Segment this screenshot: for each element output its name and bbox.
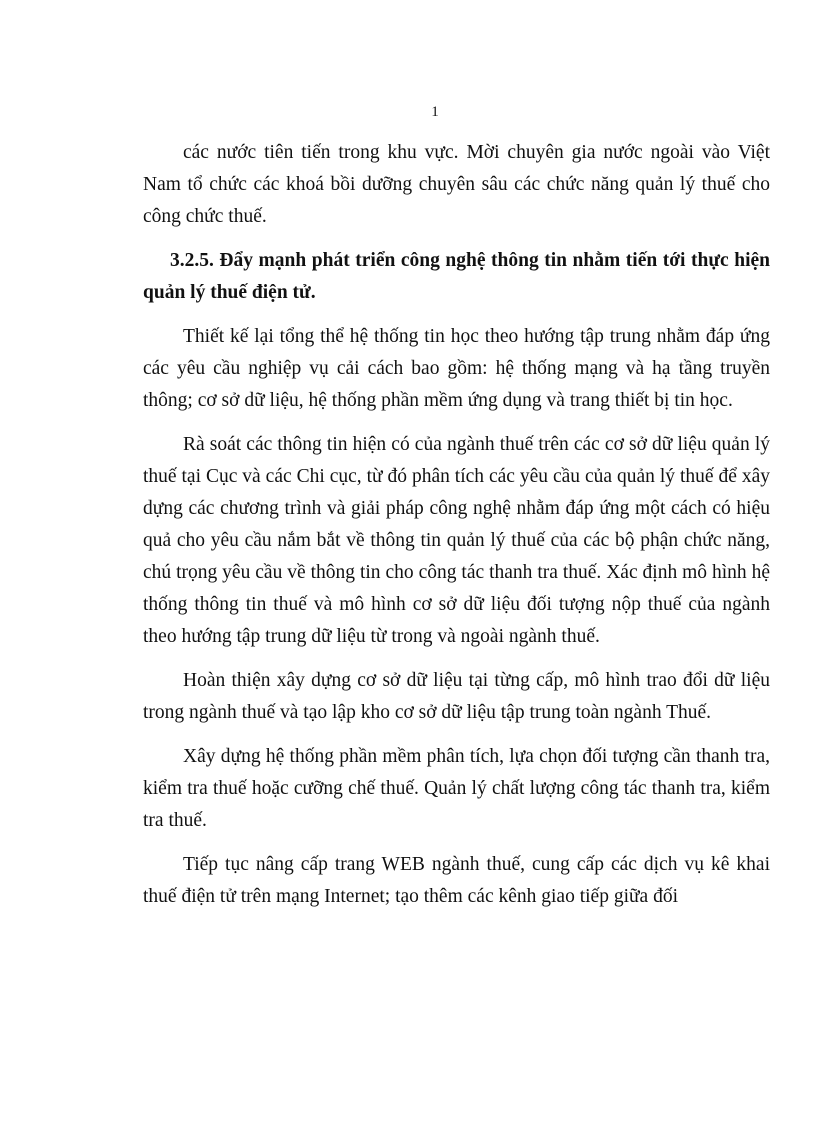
paragraph: Hoàn thiện xây dựng cơ sở dữ liệu tại từng cấp, mô hình trao đổi dữ liệu trong ngành thuế và tạo lập kho cơ sở dữ liệu tập trung toàn ngành Thuế.	[143, 670, 770, 723]
paragraph: Xây dựng hệ thống phần mềm phân tích, lựa chọn đối tượng cần thanh tra, kiểm tra thuế hoặc cưỡng chế thuế. Quản lý chất lượng công tác thanh tra, kiểm tra thuế.	[143, 746, 770, 831]
paragraph: Thiết kế lại tổng thể hệ thống tin học theo hướng tập trung nhằm đáp ứng các yêu cầu nghiệp vụ cải cách bao gồm: hệ thống mạng và hạ tầng truyền thông; cơ sở dữ liệu, hệ thống phần mềm ứng dụng và trang thiết bị tin học.	[143, 326, 770, 411]
paragraph: Rà soát các thông tin hiện có của ngành thuế trên các cơ sở dữ liệu quản lý thuế tại Cục và các Chi cục, từ đó phân tích các yêu cầu của quản lý thuế để xây dựng các chương trình và giải pháp công nghệ nhằm đáp ứng một cách có hiệu quả cho yêu cầu nắm bắt về thông tin quản lý thuế của các bộ phận chức năng, chú trọng yêu cầu về thông tin cho công tác thanh tra thuế. Xác định mô hình hệ thống thông tin thuế và mô hình cơ sở dữ liệu đối tượng nộp thuế của ngành theo hướng tập trung dữ liệu từ trong và ngoài ngành thuế.	[143, 434, 770, 647]
document-body	[143, 137, 770, 925]
section-title: Đẩy mạnh phát triển công nghệ thông tin nhằm tiến tới thực hiện quản lý thuế điện tử.	[143, 250, 770, 303]
page-number: 1	[431, 104, 439, 120]
section-number: 3.2.5.	[170, 250, 214, 271]
paragraph: Tiếp tục nâng cấp trang WEB ngành thuế, cung cấp các dịch vụ kê khai thuế điện tử trên mạng Internet; tạo thêm các kênh giao tiếp giữa đối	[143, 854, 770, 907]
paragraph-intro: các nước tiên tiến trong khu vực. Mời chuyên gia nước ngoài vào Việt Nam tổ chức các khoá bồi dưỡng chuyên sâu các chức năng quản lý thuế cho công chức thuế.	[143, 142, 770, 227]
section-heading	[143, 245, 770, 309]
